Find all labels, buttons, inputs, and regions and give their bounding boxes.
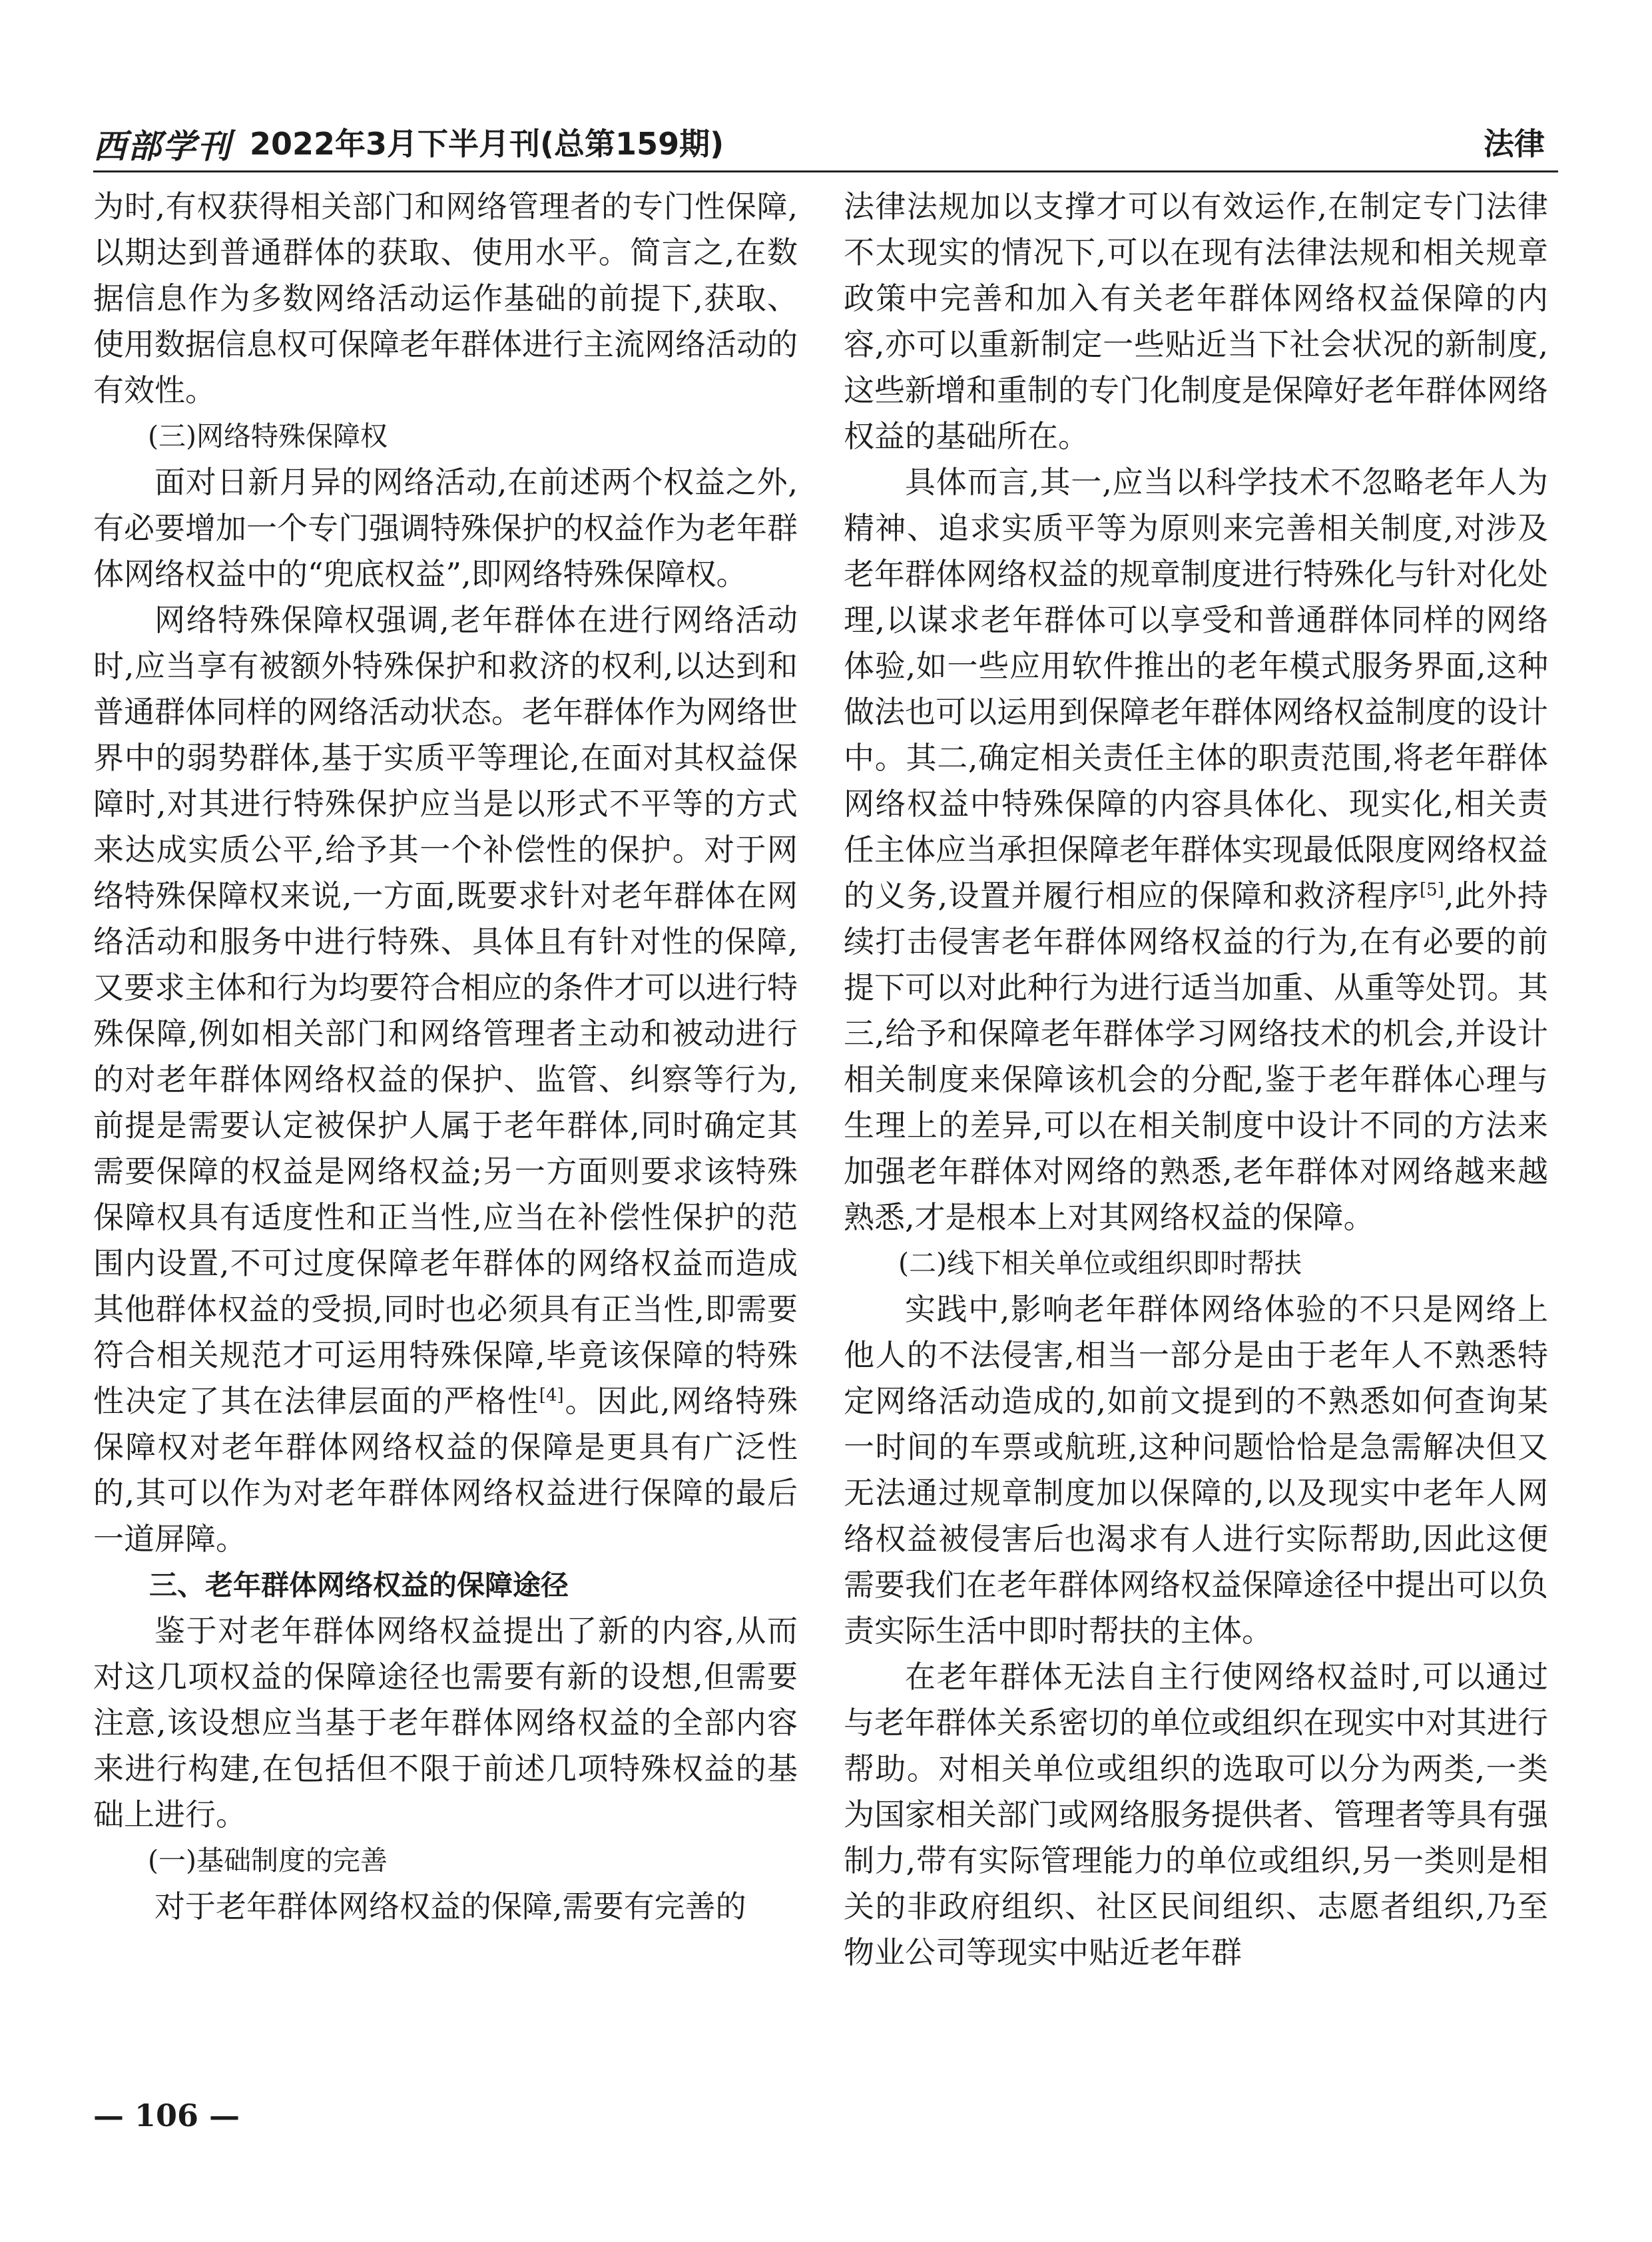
section-heading: 三、老年群体网络权益的保障途径 [149,1569,569,1601]
paragraph: 在老年群体无法自主行使网络权益时,可以通过与老年群体关系密切的单位或组织在现实中对其进行帮助。对相关单位或组织的选取可以分为两类,一类为国家相关部门或网络服务提供者、管理者等具有强制力,带有实际管理能力的单位或组织,另一类则是相关的非政府组织、社区民间组织、志愿者组织,乃至物业公司等现实中贴近老年群 [844,1659,1548,1970]
paragraph: 为时,有权获得相关部门和网络管理者的专门性保障,以期达到普通群体的获取、使用水平。简言之,在数据信息作为多数网络活动运作基础的前提下,获取、使用数据信息权可保障老年群体进行主流网络活动的有效性。 [93,188,798,408]
subsection-heading: (三)网络特殊保障权 [148,420,388,452]
subsection-heading: (一)基础制度的完善 [148,1844,388,1876]
citation-ref: [5] [1420,880,1444,900]
paragraph-text: ,此外持续打击侵害老年群体网络权益的行为,在有必要的前提下可以对此种行为进行适当加重、从重等处罚。其三,给予和保障老年群体学习网络技术的机会,并设计相关制度来保障该机会的分配,鉴于老年群体心理与生理上的差异,可以在相关制度中设计不同的方法来加强老年群体对网络的熟悉,老年群体对网络越来越熟悉,才是根本上对其网络权益的保障。 [844,878,1548,1235]
paragraph [844,459,1548,1241]
header-rule [93,170,1558,172]
paragraph-text: 。因此,网络特殊保障权对老年群体网络权益的保障是更具有广泛性的,其可以作为对老年群体网络权益进行保障的最后一道屏障。 [93,1383,798,1557]
section-label: 法律 [1484,126,1545,162]
paragraph: 实践中,影响老年群体网络体验的不只是网络上他人的不法侵害,相当一部分是由于老年人不熟悉特定网络活动造成的,如前文提到的不熟悉如何查询某一时间的车票或航班,这种问题恰恰是急需解决但又无法通过规章制度加以保障的,以及现实中老年人网络权益被侵害后也渴求有人进行实际帮助,因此这便需要我们在老年群体网络权益保障途径中提出可以负责实际生活中即时帮扶的主体。 [844,1291,1548,1649]
left-column [93,184,798,1930]
right-column [844,184,1548,1976]
page-number: — 106 — [93,2098,240,2133]
paragraph-text: 具体而言,其一,应当以科学技术不忽略老年人为精神、追求实质平等为原则来完善相关制度,对涉及老年群体网络权益的规章制度进行特殊化与针对化处理,以谋求老年群体可以享受和普通群体同样的网络体验,如一些应用软件推出的老年模式服务界面,这种做法也可以运用到保障老年群体网络权益制度的设计中。其二,确定相关责任主体的职责范围,将老年群体网络权益中特殊保障的内容具体化、现实化,相关责任主体应当承担保障老年群体实现最低限度网络权益的义务,设置并履行相应的保障和救济程序 [844,464,1548,914]
citation-ref: [4] [539,1385,564,1406]
paragraph: 对于老年群体网络权益的保障,需要有完善的 [154,1888,746,1924]
subsection-heading: (二)线下相关单位或组织即时帮扶 [898,1247,1302,1279]
paragraph [93,597,798,1562]
running-header [93,107,1558,180]
paragraph: 面对日新月异的网络活动,在前述两个权益之外,有必要增加一个专门强调特殊保护的权益作为老年群体网络权益中的“兜底权益”,即网络特殊保障权。 [93,464,798,592]
paragraph-text: 网络特殊保障权强调,老年群体在进行网络活动时,应当享有被额外特殊保护和救济的权利,以达到和普通群体同样的网络活动状态。老年群体作为网络世界中的弱势群体,基于实质平等理论,在面对其权益保障时,对其进行特殊保护应当是以形式不平等的方式来达成实质公平,给予其一个补偿性的保护。对于网络特殊保障权来说,一方面,既要求针对老年群体在网络活动和服务中进行特殊、具体且有针对性的保障,又要求主体和行为均要符合相应的条件才可以进行特殊保障,例如相关部门和网络管理者主动和被动进行的对老年群体网络权益的保护、监管、纠察等行为,前提是需要认定被保护人属于老年群体,同时确定其需要保障的权益是网络权益;另一方面则要求该特殊保障权具有适度性和正当性,应当在补偿性保护的范围内设置,不可过度保障老年群体的网络权益而造成其他群体权益的受损,同时也必须具有正当性,即需要符合相关规范才可运用特殊保障,毕竟该保障的特殊性决定了其在法律层面的严格性 [93,602,798,1419]
paragraph: 鉴于对老年群体网络权益提出了新的内容,从而对这几项权益的保障途径也需要有新的设想,但需要注意,该设想应当基于老年群体网络权益的全部内容来进行构建,在包括但不限于前述几项特殊权益的基础上进行。 [93,1613,798,1832]
paragraph: 法律法规加以支撑才可以有效运作,在制定专门法律不太现实的情况下,可以在现有法律法规和相关规章政策中完善和加入有关老年群体网络权益保障的内容,亦可以重新制定一些贴近当下社会状况的新制度,这些新增和重制的专门化制度是保障好老年群体网络权益的基础所在。 [844,188,1548,454]
journal-name: 西部学刊 [93,127,232,166]
issue-info: 2022年3月下半月刊(总第159期) [250,126,724,162]
